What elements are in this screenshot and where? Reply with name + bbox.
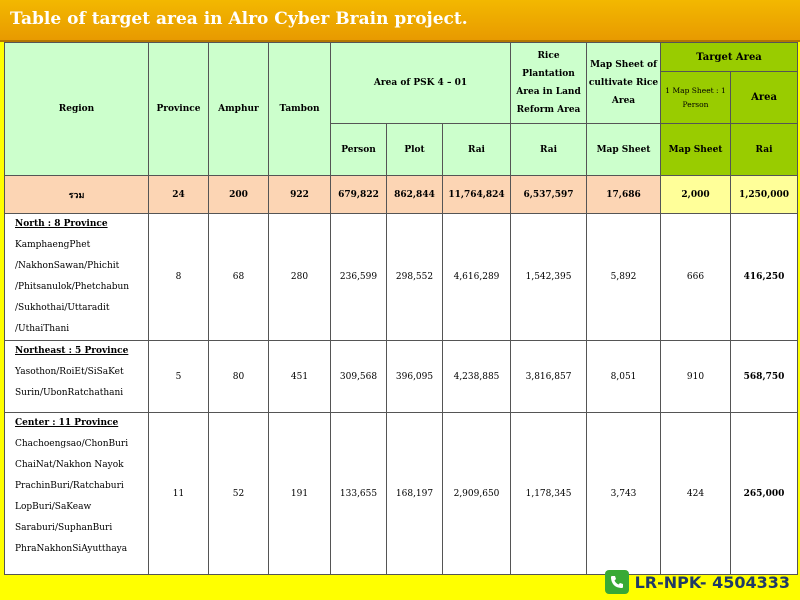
header-map-sheet: Map Sheet (587, 124, 661, 176)
total-amphur: 200 (209, 176, 269, 214)
region-cell (5, 214, 149, 341)
header-target-area: Target Area (661, 43, 798, 72)
cell-tambon: 280 (269, 214, 331, 341)
header-target-area-col: Area (731, 72, 798, 124)
region-rows (5, 214, 798, 575)
header-rice-plantation: Rice Plantation Area in Land Reform Area (511, 43, 587, 124)
region-province-line: /NakhonSawan/Phichit (15, 261, 120, 271)
cell-plot: 298,552 (387, 214, 443, 341)
cell-plot: 168,197 (387, 413, 443, 575)
cell-plot: 396,095 (387, 341, 443, 413)
page-title: Table of target area in Alro Cyber Brain project. (10, 9, 468, 29)
total-province: 24 (149, 176, 209, 214)
footer-text: LR-NPK- 4504333 (634, 572, 790, 592)
cell-person: 236,599 (331, 214, 387, 341)
region-province-line: /Sukhothai/Uttaradit (15, 303, 110, 313)
cell-target-rai: 265,000 (731, 413, 798, 575)
table-row (5, 413, 798, 575)
phone-icon (605, 570, 629, 594)
cell-rice-rai: 1,178,345 (511, 413, 587, 575)
cell-province: 11 (149, 413, 209, 575)
cell-tambon: 191 (269, 413, 331, 575)
region-province-line: PhraNakhonSiAyutthaya (15, 544, 128, 554)
header-rice-rai: Rai (511, 124, 587, 176)
region-province-line: KamphaengPhet (15, 240, 91, 250)
cell-tambon: 451 (269, 341, 331, 413)
header-psk-rai: Rai (443, 124, 511, 176)
cell-person: 309,568 (331, 341, 387, 413)
header-region: Region (5, 43, 149, 176)
total-rice-rai: 6,537,597 (511, 176, 587, 214)
region-province-line: LopBuri/SaKeaw (15, 502, 92, 512)
cell-map-sheet: 3,743 (587, 413, 661, 575)
header-psk-group: Area of PSK 4 – 01 (331, 43, 511, 124)
table-row (5, 341, 798, 413)
header-map-sheet-cultivate: Map Sheet of cultivate Rice Area (587, 43, 661, 124)
total-region: รวม (5, 176, 149, 214)
region-province-line: Yasothon/RoiEt/SiSaKet (15, 367, 124, 377)
region-province-line: Chachoengsao/ChonBuri (15, 439, 129, 449)
region-cell (5, 413, 149, 575)
total-map-sheet: 17,686 (587, 176, 661, 214)
header-target-rai: Rai (731, 124, 798, 176)
cell-rai: 4,616,289 (443, 214, 511, 341)
cell-target-rai: 416,250 (731, 214, 798, 341)
header-tambon: Tambon (269, 43, 331, 176)
cell-target-map-sheet: 910 (661, 341, 731, 413)
table-row (5, 214, 798, 341)
region-province-line: Surin/UbonRatchathani (15, 388, 124, 398)
header-psk-plot: Plot (387, 124, 443, 176)
cell-province: 8 (149, 214, 209, 341)
header-province: Province (149, 43, 209, 176)
total-target-map-sheet: 2,000 (661, 176, 731, 214)
region-province-line: ChaiNat/Nakhon Nayok (15, 460, 124, 470)
total-target-rai: 1,250,000 (731, 176, 798, 214)
cell-map-sheet: 8,051 (587, 341, 661, 413)
cell-rai: 2,909,650 (443, 413, 511, 575)
cell-target-map-sheet: 424 (661, 413, 731, 575)
cell-rai: 4,238,885 (443, 341, 511, 413)
region-province-line: Saraburi/SuphanBuri (15, 523, 113, 533)
total-tambon: 922 (269, 176, 331, 214)
cell-rice-rai: 1,542,395 (511, 214, 587, 341)
cell-target-map-sheet: 666 (661, 214, 731, 341)
region-title: North : 8 Province (15, 219, 108, 229)
cell-person: 133,655 (331, 413, 387, 575)
header-target-map-sheet: Map Sheet (661, 124, 731, 176)
cell-amphur: 68 (209, 214, 269, 341)
region-cell (5, 341, 149, 413)
region-province-line: /Phitsanulok/Phetchabun (15, 282, 130, 292)
header-target-note: 1 Map Sheet : 1 Person (661, 72, 731, 124)
region-province-line: /UthaiThani (15, 324, 70, 334)
total-row (5, 176, 798, 214)
total-rai: 11,764,824 (443, 176, 511, 214)
total-plot: 862,844 (387, 176, 443, 214)
cell-rice-rai: 3,816,857 (511, 341, 587, 413)
footer (605, 570, 790, 594)
cell-amphur: 80 (209, 341, 269, 413)
total-person: 679,822 (331, 176, 387, 214)
header-psk-person: Person (331, 124, 387, 176)
title-bar (0, 0, 800, 42)
region-title: Northeast : 5 Province (15, 346, 129, 356)
cell-map-sheet: 5,892 (587, 214, 661, 341)
cell-amphur: 52 (209, 413, 269, 575)
region-province-line: PrachinBuri/Ratchaburi (15, 481, 124, 491)
header-amphur: Amphur (209, 43, 269, 176)
cell-province: 5 (149, 341, 209, 413)
target-area-table (4, 42, 798, 575)
region-title: Center : 11 Province (15, 418, 119, 428)
cell-target-rai: 568,750 (731, 341, 798, 413)
